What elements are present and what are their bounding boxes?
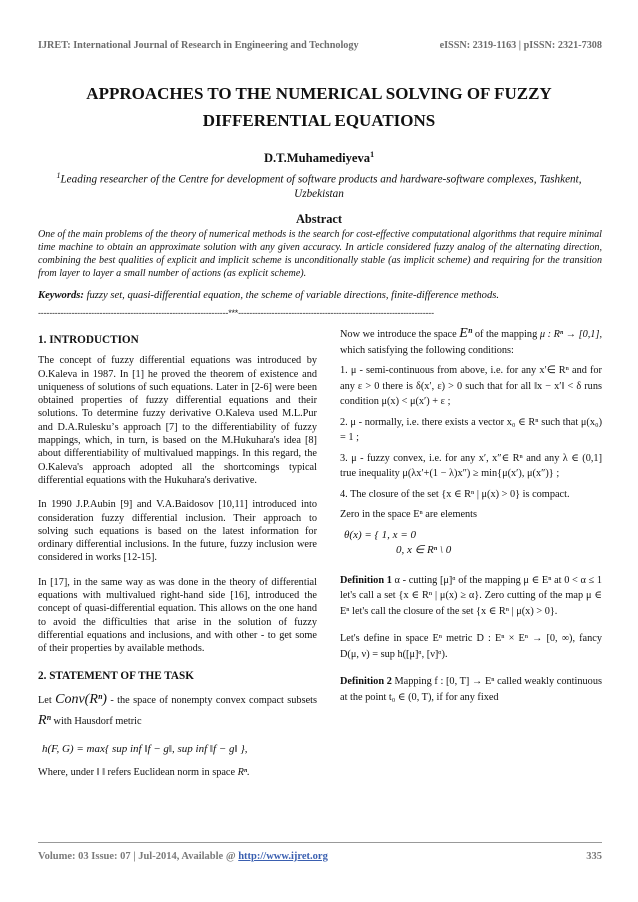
footer-volume <box>38 851 328 862</box>
issn: eISSN: 2319-1163 | pISSN: 2321-7308 <box>439 40 602 51</box>
page-number: 335 <box>586 851 602 862</box>
left-column <box>38 334 317 790</box>
definition-2 <box>340 674 602 705</box>
journal-header <box>38 40 602 51</box>
definition-1 <box>340 573 602 620</box>
definition-1-label: Definition 1 <box>340 574 392 586</box>
author-sup: 1 <box>370 150 375 159</box>
footer-rule <box>38 842 602 843</box>
zero-elements: Zero in the space Eⁿ are elements <box>340 509 478 520</box>
heading-introduction: 1. INTRODUCTION <box>38 334 139 346</box>
space-intro-text-b: of the mapping <box>474 329 538 340</box>
rn-symbol-2: Rⁿ. <box>237 767 250 779</box>
theta-line-1: θ(x) = { 1, x = 0 <box>344 528 416 541</box>
norm-note <box>38 766 317 779</box>
hausdorff-formula: h(F, G) = max{ sup inf ‖f − g‖, sup inf ‖f − g‖ }, <box>42 742 248 755</box>
mapping-symbol: μ : Rⁿ → [0,1], <box>539 329 603 340</box>
theta-formula <box>344 528 602 559</box>
space-intro-text: Now we introduce the space <box>340 329 457 340</box>
abstract-heading: Abstract <box>295 212 343 226</box>
affiliation-sup: 1 <box>56 171 61 180</box>
condition-4: 4. The closure of the set {x ∈ Rⁿ | μ(x) > 0} is compact. <box>340 488 570 500</box>
norm-text-b: refers Euclidean norm in space <box>107 767 236 779</box>
affiliation-text: Leading researcher of the Centre for development of software products and hardware-software complexes, Tashkent, Uzbekistan <box>60 173 582 201</box>
statement-text-c: with Hausdorf metric <box>53 715 142 727</box>
journal-name: IJRET: International Journal of Research in Engineering and Technology <box>38 40 359 51</box>
statement-paragraph <box>38 690 317 732</box>
right-column <box>340 326 602 710</box>
definition-2-label: Definition 2 <box>340 676 392 687</box>
heading-statement: 2. STATEMENT OF THE TASK <box>38 669 194 682</box>
norm-symbol: ‖ ‖ <box>96 767 105 779</box>
author <box>0 150 638 166</box>
metric-definition: Let's define in space Eⁿ metric D : Eⁿ × Eⁿ → [0, ∞), fancy D(μ, ν) = sup h([μ]ᵅ, [ν]ᵅ). <box>340 633 602 660</box>
keywords <box>38 290 602 301</box>
norm-text-a: Where, under <box>38 767 95 779</box>
keywords-label: Keywords: <box>38 290 84 301</box>
keywords-text: fuzzy set, quasi-differential equation, the scheme of variable directions, finite-difference methods. <box>86 290 500 301</box>
condition-2: 2. μ - normally, i.e. there exists a vector x₀ ∈ Rⁿ such that μ(x₀) = 1 ; <box>340 416 602 443</box>
abstract-text: One of the main problems of the theory of numerical methods is the search for cost-effective computational algorithms that require minimal time machine to obtain an approximate solution with any given accuracy. In article considered fuzzy analog of the alternating direction, combining the best qualities of explicit and implicit scheme is unconditionally stable (as implicit scheme) and requiring for the transition from layer to layer a small number of actions (as explicit scheme). <box>38 229 602 279</box>
space-intro <box>340 326 602 358</box>
statement-text-a: Let <box>38 694 52 706</box>
rn-symbol: Rⁿ <box>38 712 51 728</box>
intro-paragraph-1: The concept of fuzzy differential equations was introduced by O.Kaleva in 1987. In [1] he proved the theorem of existence and uniqueness of solutions of such equations. Later in [2-6] were been obtained properties of fuzzy differential equations and their solutions. To determine fuzzy derivative O.Kaleva used M.L.Pur and D.A.Ruleskuʼs approach [7] to the differentiability of fuzzy mappings, which, in turn, is based on the M.Hukuhara's idea [8] about differentiability of multivalued mappings. In this regard, the O.Kaleva's approach adopted all the shortcomings typical differential equations with the Hukuhara's derivative. <box>38 355 317 486</box>
page-footer <box>38 851 602 862</box>
definition-2-text: Mapping f : [0, T] → Eⁿ called weakly continuous at the point t₀ ∈ (0, T), if for any fixed <box>340 676 602 703</box>
space-intro-text-c: which satisfying the following conditions: <box>340 344 514 356</box>
conv-symbol: Conv(Rⁿ) <box>55 691 107 707</box>
title-line-1: APPROACHES TO THE NUMERICAL SOLVING OF FUZZY <box>86 84 552 103</box>
intro-paragraph-3: In [17], in the same way as was done in the theory of differential equations with multivalued right-hand side [16], introduced the concept of quasi-differential equation. This allows on the one hand to avoid the difficulties that arise in the solution of fuzzy differential equations and inclusions, and with other - to get some of their properties by available methods. <box>38 576 317 655</box>
paper-title <box>40 80 598 134</box>
footer-volume-text: Volume: 03 Issue: 07 | Jul-2014, Available @ <box>38 851 236 862</box>
condition-1: 1. μ - semi-continuous from above, i.e. for any x′∈ Rⁿ and for any ε > 0 there is δ(x′, ε) > 0 such that for all ‖x − x′‖ < δ runs condition μ(x) < μ(x′) + ε ; <box>340 365 602 407</box>
intro-paragraph-2: In 1990 J.P.Aubin [9] and V.A.Baidosov [10,11] introduced into consideration fuzzy differential inclusion. Their approach to solving such equations is based on the latest information for ordinary differential inclusions. In the future, fuzzy inclusion were considered in works [12-15]. <box>38 499 317 564</box>
affiliation <box>38 169 600 202</box>
section-separator: --------------------------------------------------------------------***---------------------------------------------------------------------- <box>38 308 434 318</box>
definition-1-text: α - cutting [μ]ᵅ of the mapping μ ∈ Eⁿ at 0 < α ≤ 1 let's call a set {x ∈ Rⁿ | μ(x) ≥ α}. Zero cutting of the map μ ∈ Eⁿ let's call the closure of the set {x ∈ Rⁿ | μ(x) > 0}. <box>340 574 603 617</box>
author-name: D.T.Muhamediyeva <box>263 151 371 166</box>
theta-line-2: 0, x ∈ Rⁿ \ 0 <box>396 544 452 556</box>
statement-text-b: - the space of nonempty convex compact subsets <box>110 694 318 706</box>
title-line-2: DIFFERENTIAL EQUATIONS <box>202 111 436 130</box>
en-symbol: Eⁿ <box>459 326 473 341</box>
footer-link[interactable]: http://www.ijret.org <box>238 851 328 862</box>
condition-3: 3. μ - fuzzy convex, i.e. for any x′, x″∈ Rⁿ and any λ ∈ (0,1] true inequality μ(λx′+(1 − λ)x″) ≥ min{μ(x′), μ(x″)} ; <box>340 452 602 479</box>
